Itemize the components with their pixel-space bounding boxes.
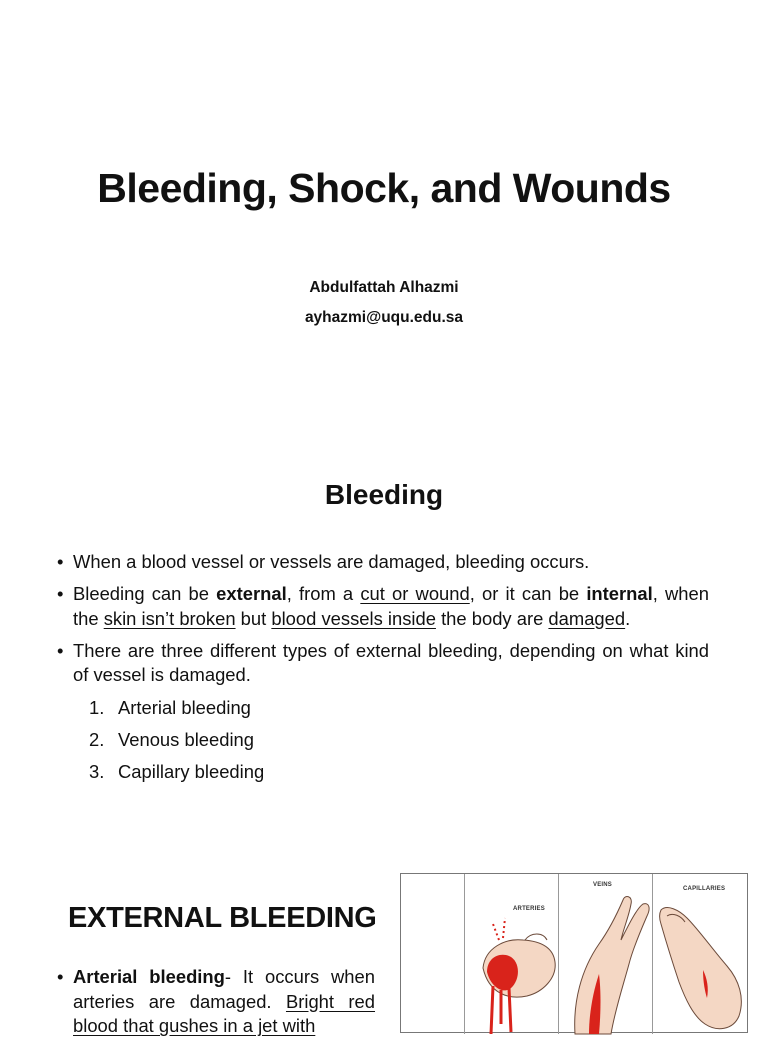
underlined-phrase: Bright red (285, 990, 376, 1012)
text-run: Bleeding can be (73, 583, 217, 604)
list-item (89, 728, 709, 753)
capillaries-label: CAPILLARIES (683, 886, 726, 892)
slide-title-bleeding: Bleeding (324, 479, 444, 510)
text-run: - It occurs when arteries are damaged. (73, 966, 375, 1012)
bleeding-slide (0, 432, 768, 842)
slide-title-external-bleeding: EXTERNAL BLEEDING (68, 902, 377, 934)
venous-bleeding-hand-icon (559, 874, 653, 1034)
illustration-blank-panel (401, 874, 465, 1034)
underlined-phrase: damaged (548, 607, 626, 629)
capillary-bleeding-hand-icon (653, 874, 749, 1034)
list-number: 1. (89, 696, 105, 718)
veins-panel (559, 874, 653, 1034)
bold-term-external: external (216, 583, 287, 604)
bold-term-arterial: Arterial bleeding (73, 966, 225, 987)
text-run: but (235, 607, 272, 629)
underlined-phrase: cut or wound (360, 583, 470, 604)
bold-term-internal: internal (586, 583, 653, 604)
external-bleeding-bullet-list (57, 965, 375, 1046)
underlined-phrase: blood vessels inside (271, 607, 436, 629)
list-label: Venous bleeding (118, 728, 255, 750)
list-number: 3. (89, 761, 105, 783)
text-run: , or it can be (469, 583, 587, 604)
bleeding-types-illustration (400, 873, 748, 1033)
list-label: Arterial bleeding (118, 696, 251, 718)
bullet-item (57, 582, 709, 631)
list-number: 2. (89, 728, 105, 750)
text-run: . (625, 607, 631, 629)
text-run: the body are (435, 607, 549, 629)
bullet-item (57, 639, 709, 785)
text-run: , from a (286, 583, 361, 604)
veins-label: VEINS (593, 882, 613, 888)
bullet-item (57, 550, 709, 575)
presentation-title: Bleeding, Shock, and Wounds (97, 165, 671, 211)
list-label: Capillary bleeding (118, 761, 265, 783)
external-bleeding-slide (0, 842, 768, 1036)
arterial-bleeding-hand-icon (465, 874, 559, 1034)
author-name: Abdulfattah Alhazmi (309, 279, 459, 296)
list-item (89, 696, 709, 721)
bullet-text: There are three different types of external bleeding, depending on what kind of vessel is damaged. (73, 639, 709, 685)
text-run: , when the (73, 583, 709, 629)
bullet-item (57, 965, 375, 1039)
underlined-phrase: skin isn’t broken (103, 607, 236, 629)
underlined-phrase: blood that gushes in a jet with (73, 1015, 316, 1036)
bleeding-bullet-list (57, 550, 709, 792)
capillaries-panel (653, 874, 749, 1034)
bullet-text: When a blood vessel or vessels are damaged, bleeding occurs. (73, 551, 590, 572)
author-email: ayhazmi@uqu.edu.sa (304, 309, 464, 326)
bleeding-types-list (73, 696, 709, 785)
list-item (89, 760, 709, 785)
title-slide (0, 0, 768, 432)
arteries-label: ARTERIES (513, 906, 545, 912)
arteries-panel (465, 874, 559, 1034)
